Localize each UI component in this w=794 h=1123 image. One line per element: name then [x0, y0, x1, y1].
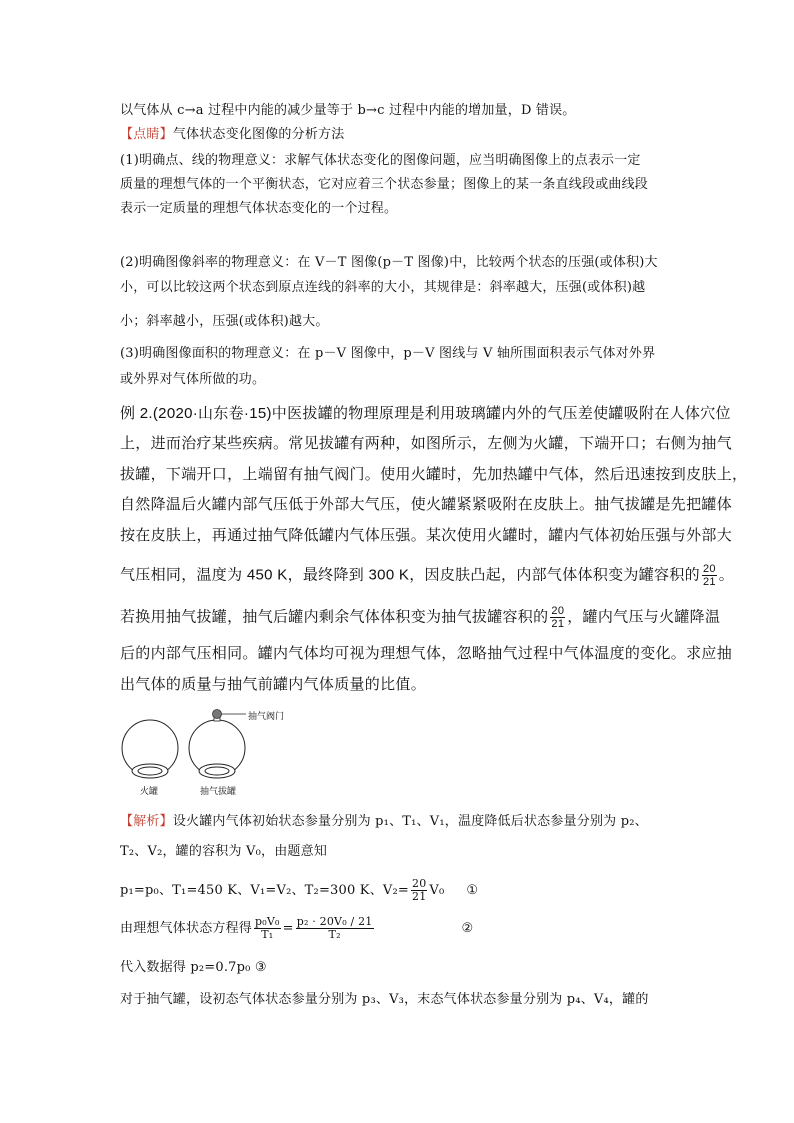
text-line: (1)明确点、线的物理意义：求解气体状态变化的图像问题，应当明确图像上的点表示一定: [120, 153, 641, 168]
fraction-denominator: 21: [551, 618, 565, 630]
fraction: [550, 605, 565, 630]
text-line: (3)明确图像面积的物理意义：在 p－V 图像中，p－V 图线与 V 轴所围面积表示气体对外界: [120, 346, 656, 361]
equation-equals: =: [282, 921, 294, 936]
fraction: [296, 916, 374, 941]
equation-text: 由理想气体状态方程得: [120, 921, 253, 936]
example-text: 气压相同，温度为 450 K，最终降到 300 K，因皮肤凸起，内部气体体积变为罐容积的: [120, 566, 700, 584]
equation-mark: ①: [466, 883, 479, 898]
fraction-numerator: 20: [702, 563, 716, 575]
fraction-numerator: 20: [551, 605, 565, 617]
solution-line: T₂、V₂，罐的容积为 V₀，由题意知: [120, 844, 328, 859]
example-line-with-fraction: [120, 563, 735, 588]
fraction-denominator: 21: [702, 576, 716, 588]
fraction-numerator: p₂ · 20V₀ / 21: [296, 915, 373, 928]
suction-cup-rim-outer: [199, 764, 235, 778]
tip-heading: [120, 125, 680, 145]
example-line-with-fraction: [120, 605, 721, 630]
tip-tag: 【点睛】: [120, 127, 173, 142]
fire-cup-label: 火罐: [140, 786, 159, 796]
example-line: 出气体的质量与抽气前罐内气体质量的比值。: [120, 676, 427, 693]
solution-text: 设火罐内气体初始状态参量分别为 p₁、T₁、V₁，温度降低后状态参量分别为 p₂、: [172, 814, 648, 829]
fire-cup-rim-outer: [132, 764, 168, 778]
cupping-figure: [120, 706, 285, 798]
fraction: [411, 878, 427, 903]
equation-3: 代入数据得 p₂=0.7p₀ ③: [120, 960, 267, 975]
text-line: (2)明确图像斜率的物理意义：在 V－T 图像(p－T 图像)中，比较两个状态的压强(或体积)大: [120, 255, 658, 270]
fraction-numerator: p₀V₀: [255, 915, 280, 928]
equation-2: [120, 914, 680, 944]
equation-mark: ②: [461, 921, 474, 936]
text-line: 表示一定质量的理想气体状态变化的一个过程。: [120, 201, 398, 216]
fraction-denominator: T₂: [328, 928, 341, 941]
example-text: 若换用抽气拔罐，抽气后罐内剩余气体体积变为抽气拔罐容积的: [120, 608, 549, 626]
suction-cup-label: 抽气拔罐: [200, 786, 237, 796]
text-line: 小，可以比较这两个状态到原点连线的斜率的大小，其规律是：斜率越大，压强(或体积)越: [120, 280, 646, 295]
equation-text: p₁=p₀、T₁=450 K、V₁=V₂、T₂=300 K、V₂=: [120, 883, 410, 898]
example-line: 后的内部气压相同。罐内气体均可视为理想气体，忽略抽气过程中气体温度的变化。求应抽: [120, 645, 733, 662]
fraction-denominator: 21: [412, 890, 427, 903]
equation-text: V₀: [429, 883, 445, 898]
example-text: 。: [718, 566, 735, 584]
solution-line: [120, 812, 680, 832]
example-line: 按在皮肤上，再通过抽气降低罐内气体压强。某次使用火罐时，罐内气体初始压强与外部大: [120, 527, 733, 544]
example-line: 例 2.(2020·山东卷·15)中医拔罐的物理原理是利用玻璃罐内外的气压差使罐吸附在人体穴位: [120, 405, 731, 422]
valve-label: 抽气阀门: [248, 711, 285, 721]
text-line: 小；斜率越小，压强(或体积)越大。: [120, 314, 329, 329]
text-line: 以气体从 c→a 过程中内能的减少量等于 b→c 过程中内能的增加量，D 错误。: [120, 103, 576, 118]
valve-knob: [213, 710, 222, 719]
fraction-denominator: T₁: [261, 928, 274, 941]
equation-1: [120, 876, 680, 906]
fraction-numerator: 20: [412, 877, 427, 890]
example-line: 自然降温后火罐内部气压低于外部大气压，使火罐紧紧吸附在皮肤上。抽气拔罐是先把罐体: [120, 496, 733, 513]
example-line: 拔罐，下端开口，上端留有抽气阀门。使用火罐时，先加热罐中气体，然后迅速按到皮肤上，: [120, 466, 748, 483]
solution-line: 对于抽气罐，设初态气体状态参量分别为 p₃、V₃，末态气体状态参量分别为 p₄、V₄，罐的: [120, 992, 649, 1007]
example-line: 上，进而治疗某些疾病。常见拔罐有两种，如图所示，左侧为火罐，下端开口；右侧为抽气: [120, 435, 733, 452]
text-line: 或外界对气体所做的功。: [120, 372, 266, 387]
fraction: [254, 916, 281, 941]
tip-title: 气体状态变化图像的分析方法: [172, 127, 345, 142]
solution-tag: 【解析】: [120, 814, 173, 829]
fraction: [702, 563, 717, 588]
example-text: ，罐内气压与火罐降温: [567, 608, 721, 626]
text-line: 质量的理想气体的一个平衡状态，它对应着三个状态参量；图像上的某一条直线段或曲线段: [120, 177, 649, 192]
